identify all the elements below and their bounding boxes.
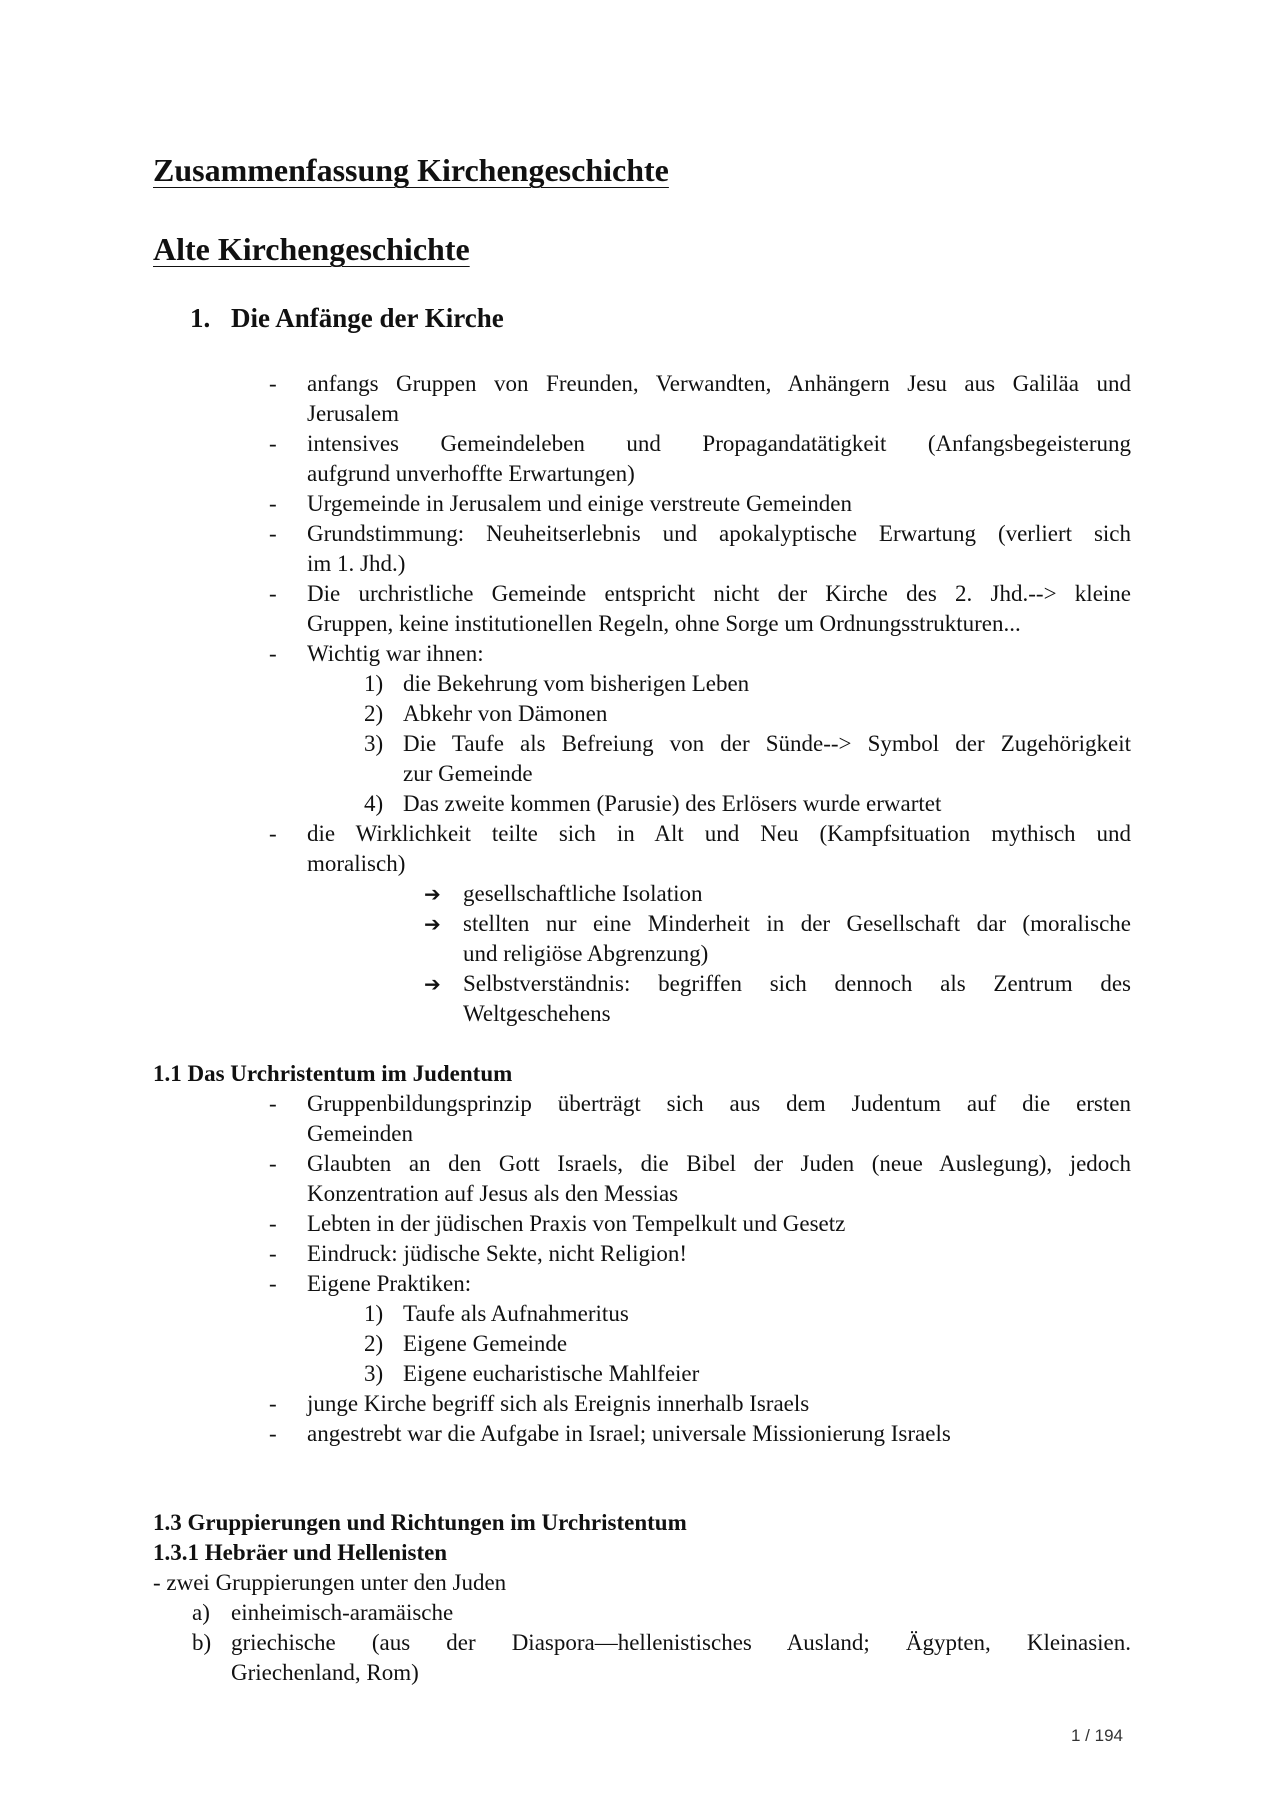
list-item-continuation: Jerusalem	[307, 401, 399, 426]
number-label: 3)	[364, 1361, 384, 1386]
numbered-item: Abkehr von Dämonen	[403, 701, 608, 726]
dash-bullet: -	[269, 821, 277, 846]
lettered-item-continuation: Griechenland, Rom)	[231, 1660, 419, 1685]
section-1-3-heading: 1.3 Gruppierungen und Richtungen im Urchristentum	[153, 1510, 687, 1535]
paragraph: - zwei Gruppierungen unter den Juden	[153, 1570, 507, 1595]
dash-bullet: -	[269, 1151, 277, 1176]
list-item: Glaubten an den Gott Israels, die Bibel der Juden (neue Auslegung), jedoch	[307, 1151, 1131, 1176]
dash-bullet: -	[269, 371, 277, 396]
lettered-item: griechische (aus der Diaspora—hellenistisches Ausland; Ägypten, Kleinasien.	[231, 1630, 1131, 1655]
dash-bullet: -	[269, 431, 277, 456]
number-label: 3)	[364, 731, 384, 756]
section-1-heading: Die Anfänge der Kirche	[231, 303, 504, 333]
section-1-number: 1.	[190, 303, 211, 333]
number-label: 1)	[364, 1301, 384, 1326]
numbered-item: Eigene Gemeinde	[403, 1331, 568, 1356]
list-item: angestrebt war die Aufgabe in Israel; universale Missionierung Israels	[307, 1421, 951, 1446]
list-item: Eigene Praktiken:	[307, 1271, 472, 1296]
list-item: intensives Gemeindeleben und Propagandatätigkeit (Anfangsbegeisterung	[307, 431, 1131, 456]
document-subtitle: Alte Kirchengeschichte	[153, 231, 470, 267]
list-item-continuation: Gemeinden	[307, 1121, 414, 1146]
list-item-continuation: Konzentration auf Jesus als den Messias	[307, 1181, 679, 1206]
list-item: Wichtig war ihnen:	[307, 641, 484, 666]
list-item: Lebten in der jüdischen Praxis von Tempelkult und Gesetz	[307, 1211, 846, 1236]
number-label: 4)	[364, 791, 384, 816]
list-item: anfangs Gruppen von Freunden, Verwandten, Anhängern Jesu aus Galiläa und	[307, 371, 1131, 396]
letter-label: a)	[192, 1600, 210, 1625]
list-item: Eindruck: jüdische Sekte, nicht Religion!	[307, 1241, 688, 1266]
arrow-item: gesellschaftliche Isolation	[463, 881, 703, 906]
list-item: Urgemeinde in Jerusalem und einige verstreute Gemeinden	[307, 491, 853, 516]
list-item-continuation: im 1. Jhd.)	[307, 551, 406, 576]
arrow-item-continuation: Weltgeschehens	[463, 1001, 611, 1026]
arrow-bullet-icon: ➔	[424, 972, 441, 996]
number-label: 1)	[364, 671, 384, 696]
numbered-item: die Bekehrung vom bisherigen Leben	[403, 671, 750, 696]
number-label: 2)	[364, 701, 384, 726]
section-1-3-1-heading: 1.3.1 Hebräer und Hellenisten	[153, 1540, 448, 1565]
dash-bullet: -	[269, 1421, 277, 1446]
list-item: Grundstimmung: Neuheitserlebnis und apokalyptische Erwartung (verliert sich	[307, 521, 1131, 546]
list-item: Gruppenbildungsprinzip überträgt sich aus dem Judentum auf die ersten	[307, 1091, 1131, 1116]
dash-bullet: -	[269, 641, 277, 666]
list-item: Die urchristliche Gemeinde entspricht nicht der Kirche des 2. Jhd.--> kleine	[307, 581, 1131, 606]
numbered-item: Das zweite kommen (Parusie) des Erlösers wurde erwartet	[403, 791, 942, 816]
arrow-bullet-icon: ➔	[424, 912, 441, 936]
list-item-continuation: aufgrund unverhoffte Erwartungen)	[307, 461, 635, 486]
arrow-item: stellten nur eine Minderheit in der Gesellschaft dar (moralische	[463, 911, 1131, 936]
dash-bullet: -	[269, 581, 277, 606]
list-item: die Wirklichkeit teilte sich in Alt und Neu (Kampfsituation mythisch und	[307, 821, 1131, 846]
lettered-item: einheimisch-aramäische	[231, 1600, 454, 1625]
numbered-item-continuation: zur Gemeinde	[403, 761, 533, 786]
list-item: junge Kirche begriff sich als Ereignis innerhalb Israels	[307, 1391, 810, 1416]
list-item-continuation: Gruppen, keine institutionellen Regeln, ohne Sorge um Ordnungsstrukturen...	[307, 611, 1021, 636]
section-1-1-heading: 1.1 Das Urchristentum im Judentum	[153, 1061, 513, 1086]
numbered-item: Die Taufe als Befreiung von der Sünde--> Symbol der Zugehörigkeit	[403, 731, 1131, 756]
dash-bullet: -	[269, 521, 277, 546]
letter-label: b)	[192, 1630, 212, 1655]
arrow-item: Selbstverständnis: begriffen sich dennoch als Zentrum des	[463, 971, 1131, 996]
dash-bullet: -	[269, 1391, 277, 1416]
arrow-bullet-icon: ➔	[424, 882, 441, 906]
number-label: 2)	[364, 1331, 384, 1356]
dash-bullet: -	[269, 491, 277, 516]
dash-bullet: -	[269, 1091, 277, 1116]
dash-bullet: -	[269, 1271, 277, 1296]
numbered-item: Taufe als Aufnahmeritus	[403, 1301, 629, 1326]
dash-bullet: -	[269, 1211, 277, 1236]
list-item-continuation: moralisch)	[307, 851, 406, 876]
page-number: 1 / 194	[1071, 1726, 1123, 1745]
document-title: Zusammenfassung Kirchengeschichte	[153, 152, 669, 188]
arrow-item-continuation: und religiöse Abgrenzung)	[463, 941, 709, 966]
dash-bullet: -	[269, 1241, 277, 1266]
numbered-item: Eigene eucharistische Mahlfeier	[403, 1361, 700, 1386]
